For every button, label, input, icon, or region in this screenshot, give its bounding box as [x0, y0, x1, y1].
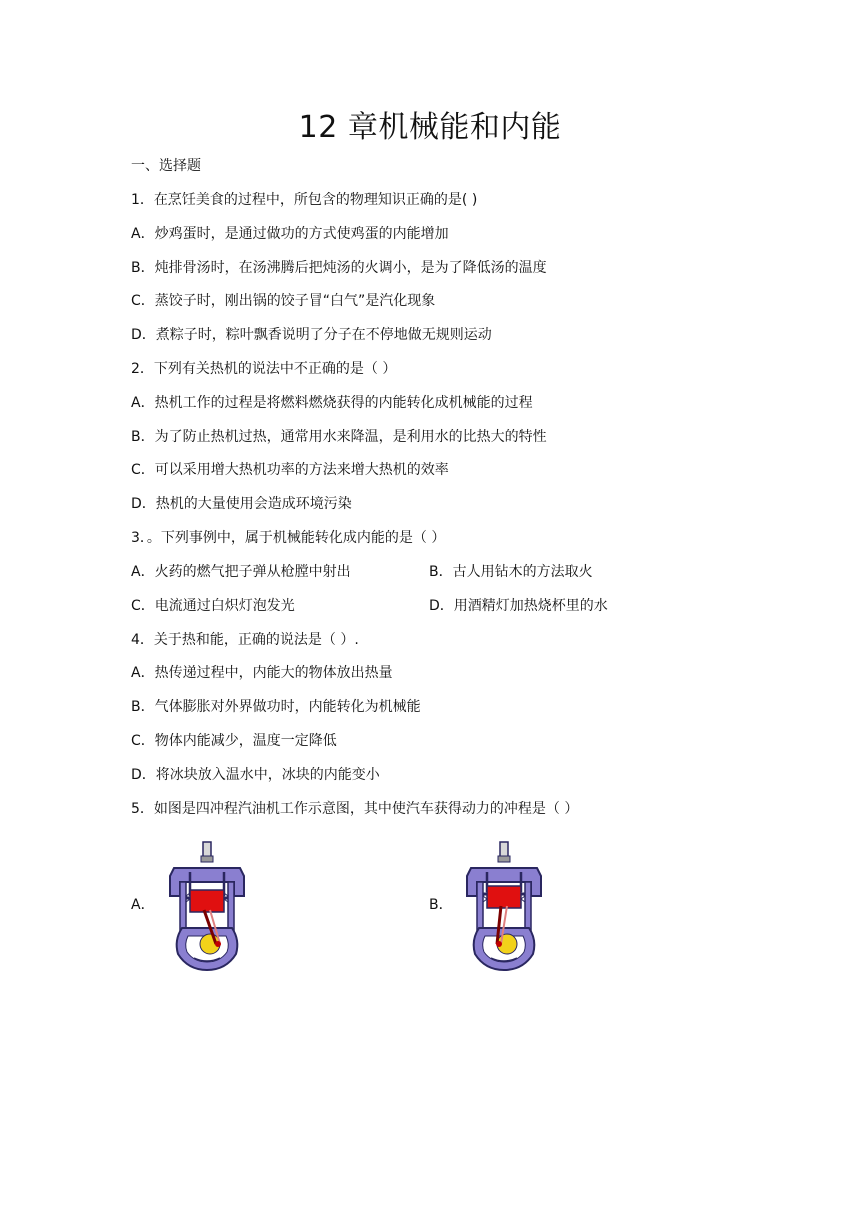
question-1-stem: 1．在烹饪美食的过程中，所包含的物理知识正确的是( ) [131, 192, 478, 208]
question-4-option-b: B．气体膨胀对外界做功时，内能转化为机械能 [131, 699, 421, 715]
page-title: 12 章机械能和内能 [298, 110, 562, 145]
question-3-option-a: A．火药的燃气把子弹从枪膛中射出 [131, 564, 351, 580]
question-2-option-a: A．热机工作的过程是将燃料燃烧获得的内能转化成机械能的过程 [131, 395, 533, 411]
question-3-option-b: B．古人用钻木的方法取火 [429, 564, 593, 580]
engine-diagram-b [461, 840, 547, 972]
piston-icon [487, 886, 521, 908]
piston-icon [190, 890, 224, 912]
question-3-stem: 3．。下列事例中，属于机械能转化成内能的是（ ） [131, 530, 446, 546]
question-1-option-a: A．炒鸡蛋时，是通过做功的方式使鸡蛋的内能增加 [131, 226, 449, 242]
question-2-stem: 2．下列有关热机的说法中不正确的是（ ） [131, 361, 397, 377]
engine-diagram-a [164, 840, 250, 972]
question-2-option-c: C．可以采用增大热机功率的方法来增大热机的效率 [131, 462, 449, 478]
question-3-option-d: D．用酒精灯加热烧杯里的水 [429, 598, 608, 614]
question-4-option-c: C．物体内能减少，温度一定降低 [131, 733, 337, 749]
question-3-option-c: C．电流通过白炽灯泡发光 [131, 598, 295, 614]
question-5-option-b-label: B． [429, 897, 453, 913]
question-5-stem: 5．如图是四冲程汽油机工作示意图，其中使汽车获得动力的冲程是（ ） [131, 801, 579, 817]
question-1-option-c: C．蒸饺子时，刚出锅的饺子冒“白气”是汽化现象 [131, 293, 436, 309]
question-2-option-b: B．为了防止热机过热，通常用水来降温，是利用水的比热大的特性 [131, 429, 547, 445]
question-5-option-a-label: A． [131, 897, 155, 913]
question-2-option-d: D．热机的大量使用会造成环境污染 [131, 496, 352, 512]
question-4-stem: 4．关于热和能，正确的说法是（ ）. [131, 632, 359, 648]
question-4-option-d: D．将冰块放入温水中，冰块的内能变小 [131, 767, 380, 783]
question-1-option-d: D．煮粽子时，粽叶飘香说明了分子在不停地做无规则运动 [131, 327, 492, 343]
section-heading: 一、选择题 [131, 158, 201, 174]
question-4-option-a: A．热传递过程中，内能大的物体放出热量 [131, 665, 393, 681]
question-1-option-b: B．炖排骨汤时，在汤沸腾后把炖汤的火调小，是为了降低汤的温度 [131, 260, 547, 276]
